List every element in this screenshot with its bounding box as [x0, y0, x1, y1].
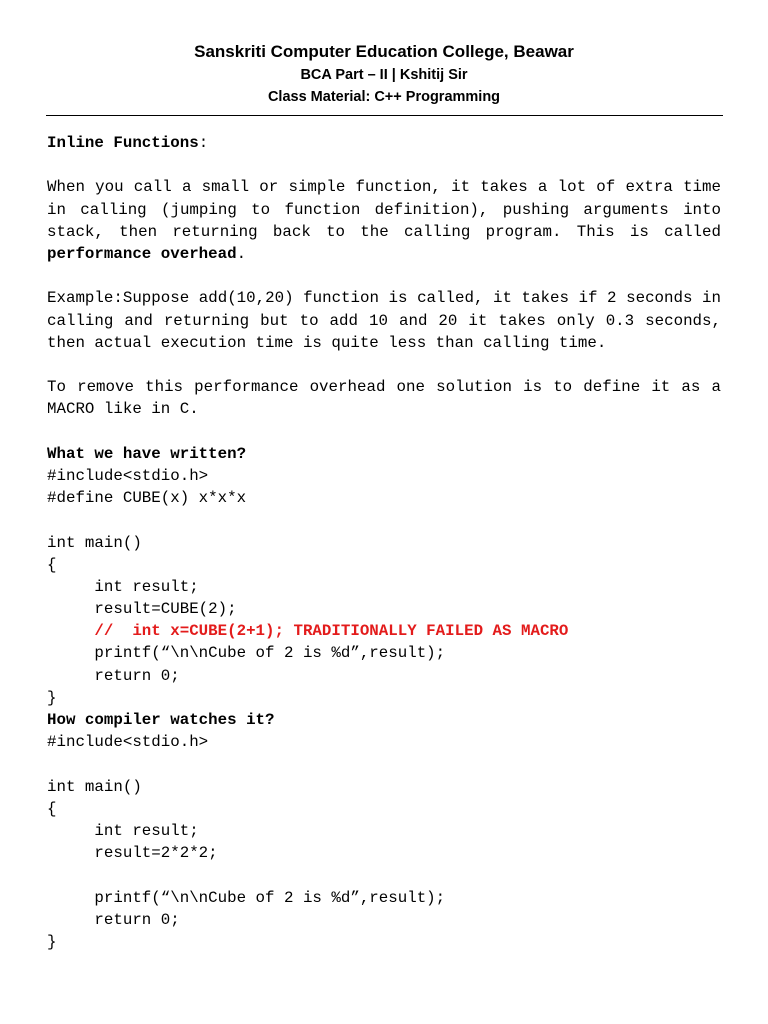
code-line: #include<stdio.h>: [47, 733, 209, 752]
college-title: Sanskriti Computer Education College, Beawar: [194, 42, 574, 61]
code-block-written: [47, 465, 721, 709]
code-line: int main(): [47, 533, 142, 552]
code-line: [47, 864, 721, 886]
section-heading: [47, 132, 721, 154]
code-line: {: [47, 799, 57, 818]
code-line: int result;: [47, 577, 199, 596]
paragraph-overhead: [47, 176, 721, 265]
code-line: #include<stdio.h>: [47, 466, 209, 485]
code-line: [47, 509, 721, 531]
header-divider: [46, 115, 723, 116]
code-line: result=2*2*2;: [47, 844, 218, 863]
material-line: Class Material: C++ Programming: [267, 89, 501, 105]
paragraph-overhead-end: .: [236, 245, 247, 263]
code-line: }: [47, 688, 57, 707]
heading-colon: :: [198, 134, 209, 152]
code-block-compiler: [47, 731, 721, 953]
code-line: return 0;: [47, 666, 180, 685]
code-comment-highlight: // int x=CUBE(2+1); TRADITIONALLY FAILED AS MACRO: [47, 622, 569, 641]
code-line: int result;: [47, 821, 199, 840]
code-line: printf(“\n\nCube of 2 is %d”,result);: [47, 644, 446, 663]
class-line: BCA Part – II | Kshitij Sir: [300, 67, 468, 83]
paragraph-macro: To remove this performance overhead one solution is to define it as a MACRO like in C.: [47, 378, 721, 419]
paragraph-example: Example:Suppose add(10,20) function is called, it takes if 2 seconds in calling and returning but to add 10 and 20 it takes only 0.3 seconds, then actual execution time is quite less than calling time.: [47, 289, 721, 352]
code-line: printf(“\n\nCube of 2 is %d”,result);: [47, 888, 446, 907]
compiler-heading: How compiler watches it?: [47, 711, 275, 730]
performance-overhead-term: performance overhead: [47, 245, 237, 263]
code-line: #define CUBE(x) x*x*x: [47, 489, 247, 508]
code-line: [47, 753, 721, 775]
written-heading: What we have written?: [47, 444, 247, 463]
document-header: [0, 40, 768, 108]
document-body: [47, 132, 721, 953]
paragraph-overhead-text: When you call a small or simple function, it takes a lot of extra time in calling (jumping to function definition), pushing arguments into stack, then returning back to the calling program. This is called: [47, 178, 721, 241]
code-line: return 0;: [47, 910, 180, 929]
code-line: int main(): [47, 777, 142, 796]
code-line: result=CUBE(2);: [47, 600, 237, 619]
code-line: }: [47, 932, 57, 951]
heading-text: Inline Functions: [47, 134, 199, 152]
code-line: {: [47, 555, 57, 574]
